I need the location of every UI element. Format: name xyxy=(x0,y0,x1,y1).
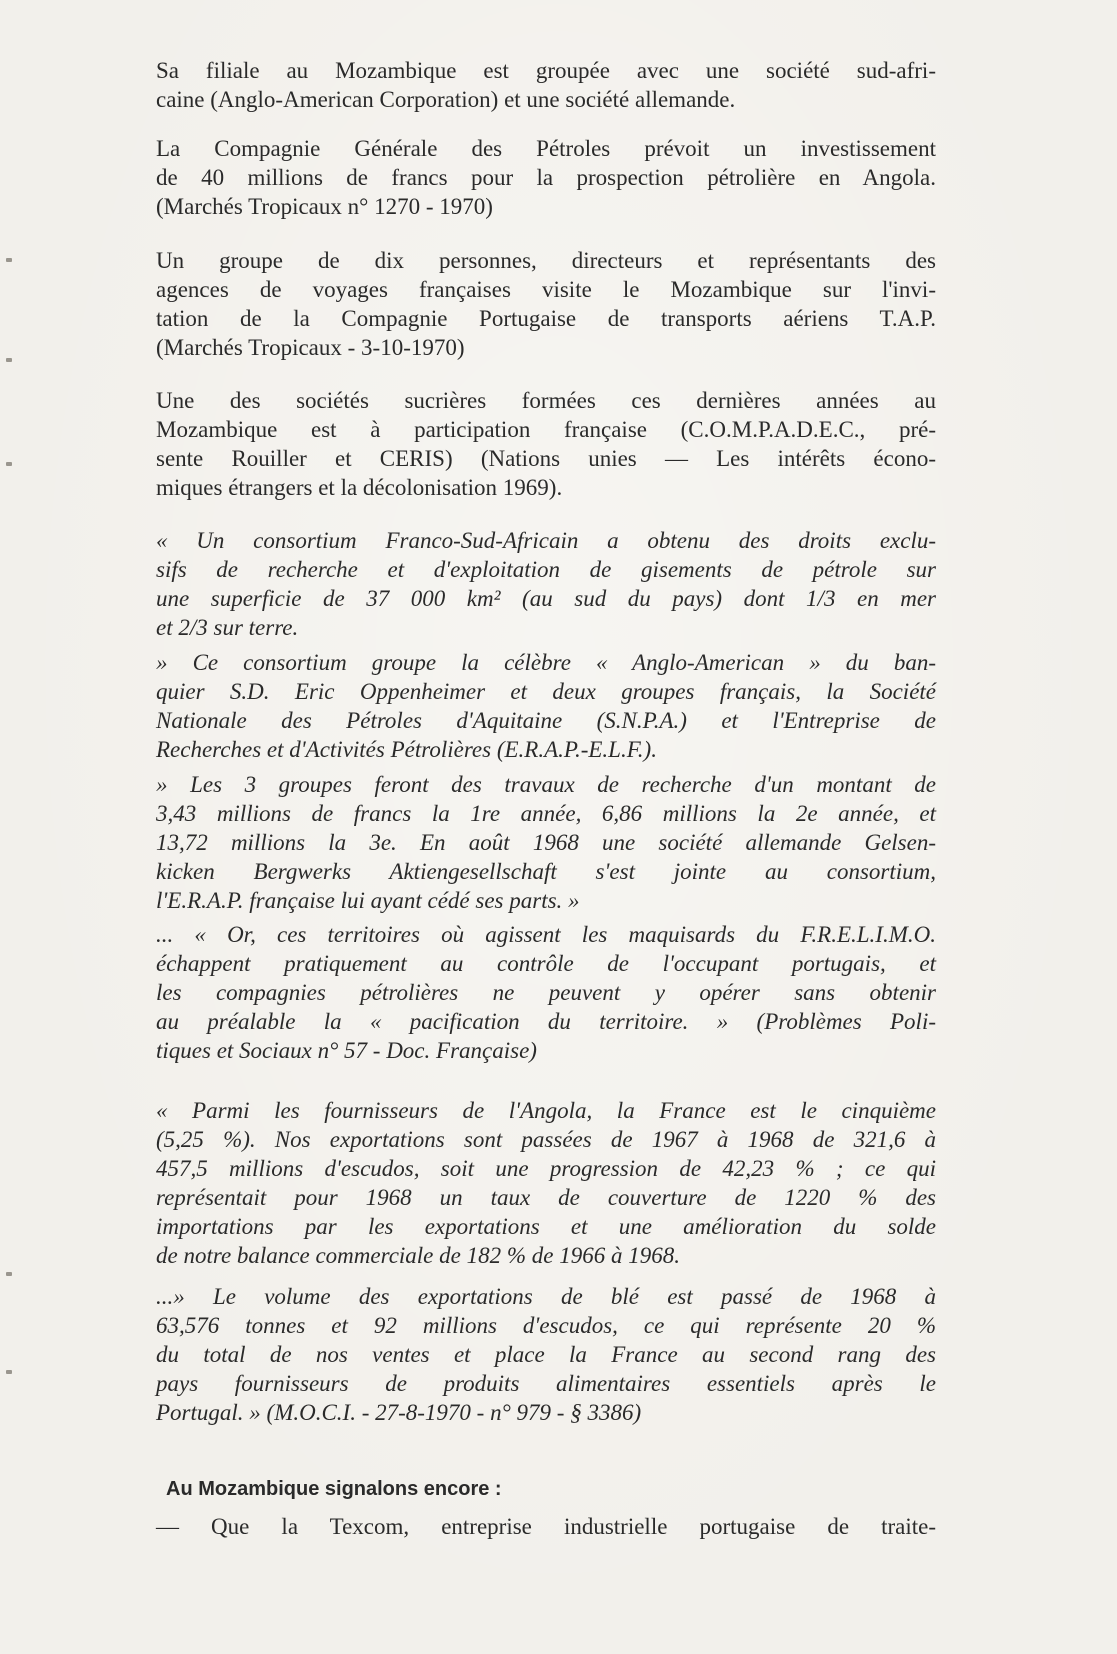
text-line: (Marchés Tropicaux n° 1270 - 1970) xyxy=(156,194,493,219)
margin-speck xyxy=(6,1370,12,1374)
text-line: représentait pour 1968 un taux de couverture de 1220 % des xyxy=(156,1185,936,1210)
margin-speck xyxy=(6,358,12,362)
text-line: 3,43 millions de francs la 1re année, 6,86 millions la 2e année, et xyxy=(156,801,936,826)
text-line: » Les 3 groupes feront des travaux de recherche d'un montant de xyxy=(156,772,936,797)
text-line: Portugal. » (M.O.C.I. - 27-8-1970 - n° 979 - § 3386) xyxy=(156,1400,642,1425)
paragraph-texcom xyxy=(156,1512,936,1541)
text-line: sifs de recherche et d'exploitation de gisements de pétrole sur xyxy=(156,557,936,582)
text-line: » Ce consortium groupe la célèbre « Anglo-American » du ban- xyxy=(156,650,936,675)
text-line: Une des sociétés sucrières formées ces dernières années au xyxy=(156,388,936,413)
text-line: échappent pratiquement au contrôle de l'occupant portugais, et xyxy=(156,951,936,976)
text-line: pays fournisseurs de produits alimentaires essentiels après le xyxy=(156,1371,936,1396)
paragraph-exportations-ble xyxy=(156,1282,936,1427)
text-line: (Marchés Tropicaux - 3-10-1970) xyxy=(156,335,465,360)
text-line: « Parmi les fournisseurs de l'Angola, la France est le cinquième xyxy=(156,1098,936,1123)
text-line: kicken Bergwerks Aktiengesellschaft s'est jointe au consortium, xyxy=(156,859,936,884)
text-line: caine (Anglo-American Corporation) et une société allemande. xyxy=(156,87,736,112)
margin-speck xyxy=(6,258,12,262)
text-line: 63,576 tonnes et 92 millions d'escudos, ce qui représente 20 % xyxy=(156,1313,936,1338)
paragraph-anglo-american xyxy=(156,648,936,764)
text-line: Mozambique est à participation française (C.O.M.P.A.D.E.C., pré- xyxy=(156,417,936,442)
paragraph-frelimo xyxy=(156,920,936,1065)
text-line: — Que la Texcom, entreprise industrielle portugaise de traite- xyxy=(156,1514,936,1539)
text-line: sente Rouiller et CERIS) (Nations unies — Les intérêts écono- xyxy=(156,446,936,471)
paragraph-consortium-quote xyxy=(156,526,936,642)
text-line: les compagnies pétrolières ne peuvent y opérer sans obtenir xyxy=(156,980,936,1005)
text-line: au préalable la « pacification du territoire. » (Problèmes Poli- xyxy=(156,1009,936,1034)
paragraph-compagnie-generale xyxy=(156,134,936,221)
text-line: quier S.D. Eric Oppenheimer et deux groupes français, la Société xyxy=(156,679,936,704)
paragraph-sucrieres xyxy=(156,386,936,502)
paragraph-fournisseurs-angola xyxy=(156,1096,936,1270)
text-line: La Compagnie Générale des Pétroles prévoit un investissement xyxy=(156,136,936,161)
text-line: tiques et Sociaux n° 57 - Doc. Française) xyxy=(156,1038,537,1063)
text-line: tation de la Compagnie Portugaise de transports aériens T.A.P. xyxy=(156,306,936,331)
margin-speck xyxy=(6,1272,12,1276)
margin-speck xyxy=(6,462,12,466)
text-line: du total de nos ventes et place la France au second rang des xyxy=(156,1342,936,1367)
section-heading: Au Mozambique signalons encore : xyxy=(166,1478,502,1500)
text-line: et 2/3 sur terre. xyxy=(156,615,299,640)
paragraph-voyages xyxy=(156,246,936,362)
text-line: l'E.R.A.P. française lui ayant cédé ses parts. » xyxy=(156,888,580,913)
text-line: ... « Or, ces territoires où agissent les maquisards du F.R.E.L.I.M.O. xyxy=(156,922,936,947)
paragraph-filiale xyxy=(156,56,936,114)
text-line: une superficie de 37 000 km² (au sud du pays) dont 1/3 en mer xyxy=(156,586,936,611)
text-line: (5,25 %). Nos exportations sont passées de 1967 à 1968 de 321,6 à xyxy=(156,1127,936,1152)
text-line: 457,5 millions d'escudos, soit une progression de 42,23 % ; ce qui xyxy=(156,1156,936,1181)
text-line: miques étrangers et la décolonisation 1969). xyxy=(156,475,563,500)
text-line: Un groupe de dix personnes, directeurs et représentants des xyxy=(156,248,936,273)
text-line: importations par les exportations et une amélioration du solde xyxy=(156,1214,936,1239)
text-line: agences de voyages françaises visite le Mozambique sur l'invi- xyxy=(156,277,936,302)
text-line: Nationale des Pétroles d'Aquitaine (S.N.P.A.) et l'Entreprise de xyxy=(156,708,936,733)
text-line: Sa filiale au Mozambique est groupée avec une société sud-afri- xyxy=(156,58,936,83)
text-line: Recherches et d'Activités Pétrolières (E.R.A.P.-E.L.F.). xyxy=(156,737,657,762)
text-line: de notre balance commerciale de 182 % de 1966 à 1968. xyxy=(156,1243,680,1268)
text-line: de 40 millions de francs pour la prospection pétrolière en Angola. xyxy=(156,165,936,190)
paragraph-trois-groupes xyxy=(156,770,936,915)
text-line: « Un consortium Franco-Sud-Africain a obtenu des droits exclu- xyxy=(156,528,936,553)
text-line: 13,72 millions la 3e. En août 1968 une société allemande Gelsen- xyxy=(156,830,936,855)
text-line: ...» Le volume des exportations de blé est passé de 1968 à xyxy=(156,1284,936,1309)
